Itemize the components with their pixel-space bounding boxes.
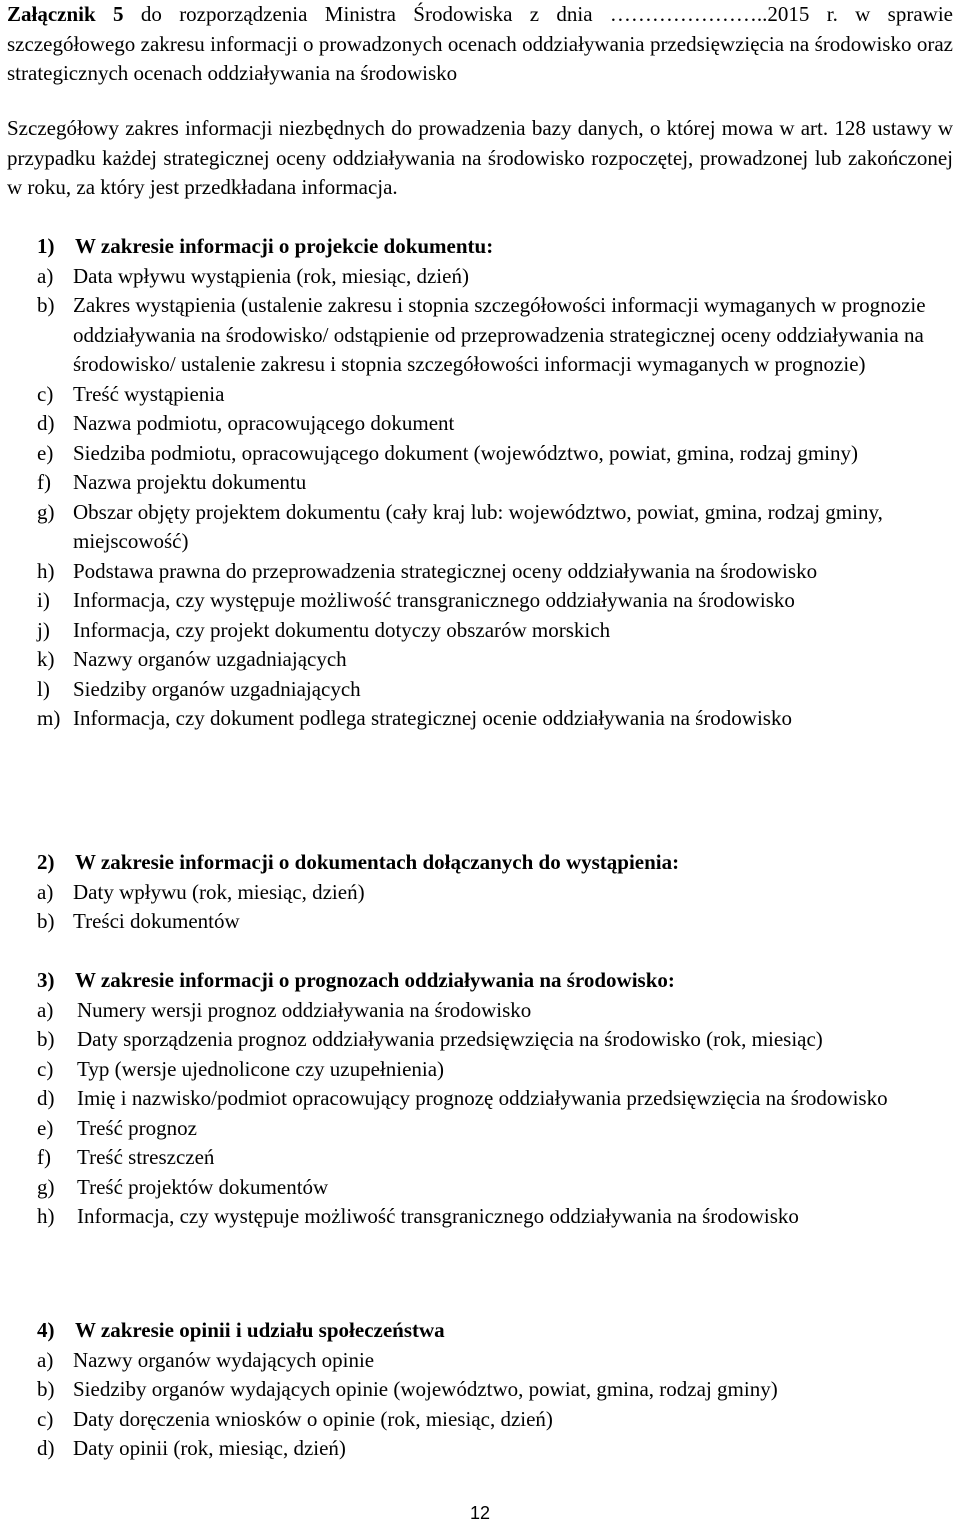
- list-item: [37, 1173, 953, 1203]
- item-letter: b): [37, 909, 55, 933]
- list-item: [37, 439, 953, 469]
- section-3: [37, 966, 953, 1232]
- list-item: [37, 409, 953, 439]
- item-text: Nazwa projektu dokumentu: [73, 470, 307, 494]
- item-letter: i): [37, 588, 50, 612]
- item-letter: a): [37, 263, 54, 288]
- list-item: [37, 645, 953, 675]
- section-number: 1): [37, 234, 55, 258]
- list-item: [37, 1375, 953, 1405]
- page-number: 12: [469, 1503, 491, 1523]
- item-letter: d): [37, 411, 55, 435]
- list-item: [37, 498, 953, 557]
- list-item: [37, 996, 953, 1026]
- list-item: [37, 1202, 953, 1232]
- list-item: [37, 291, 953, 380]
- item-text: Daty doręczenia wniosków o opinie (rok, miesiąc, dzień): [73, 1406, 553, 1431]
- section-title: [37, 848, 953, 878]
- item-letter: e): [37, 440, 54, 465]
- item-letter: g): [37, 499, 55, 524]
- item-text: Treść prognoz: [77, 1115, 197, 1140]
- list-item: [37, 878, 953, 908]
- list-item: [37, 380, 953, 410]
- list-item: [37, 1346, 953, 1376]
- item-text: Obszar objęty projektem dokumentu (cały kraj lub: województwo, powiat, gmina, rodzaj gminy, miejscowość): [73, 499, 883, 553]
- item-letter: f): [37, 470, 51, 494]
- item-text: Treść wystąpienia: [73, 381, 225, 406]
- item-text: Siedziby organów wydających opinie (województwo, powiat, gmina, rodzaj gminy): [73, 1377, 778, 1401]
- list-item: [37, 1114, 953, 1144]
- item-letter: a): [37, 879, 54, 904]
- section-title: [37, 1316, 953, 1346]
- document-heading: [7, 0, 953, 89]
- section-4: [37, 1316, 953, 1464]
- item-letter: c): [37, 1406, 54, 1431]
- item-letter: b): [37, 1377, 55, 1401]
- item-letter: d): [37, 1086, 55, 1110]
- item-text: Zakres wystąpienia (ustalenie zakresu i stopnia szczegółowości informacji wymaganych w prognozie oddziaływania na środowisko/ odstąpienie od przeprowadzenia strategicznej oceny oddziaływania na środowisko/ ustalenie zakresu i stopnia szczegółowości informacji wymaganych w prognozie): [73, 293, 926, 376]
- item-text: Informacja, czy projekt dokumentu dotyczy obszarów morskich: [73, 617, 611, 642]
- list-item: [37, 1434, 953, 1464]
- item-text: Treści dokumentów: [73, 909, 240, 933]
- item-text: Nazwa podmiotu, opracowującego dokument: [73, 411, 455, 435]
- item-text: Daty sporządzenia prognoz oddziaływania przedsięwzięcia na środowisko (rok, miesiąc): [77, 1027, 823, 1051]
- section-heading: W zakresie opinii i udziału społeczeństwa: [75, 1318, 445, 1342]
- item-text: Nazwy organów uzgadniających: [73, 647, 347, 671]
- item-letter: g): [37, 1174, 55, 1199]
- section-heading: W zakresie informacji o dokumentach dołączanych do wystąpienia:: [75, 850, 680, 874]
- list-item: [37, 1025, 953, 1055]
- item-text: Informacja, czy dokument podlega strategicznej ocenie oddziaływania na środowisko: [73, 706, 792, 730]
- section-number: 2): [37, 850, 55, 874]
- item-text: Siedziba podmiotu, opracowującego dokument (województwo, powiat, gmina, rodzaj gminy): [73, 440, 858, 465]
- item-text: Siedziby organów uzgadniających: [73, 676, 361, 701]
- list-item: [37, 1405, 953, 1435]
- item-letter: f): [37, 1145, 51, 1169]
- section-title: [37, 232, 953, 262]
- item-letter: h): [37, 558, 55, 583]
- item-letter: d): [37, 1436, 55, 1460]
- item-letter: h): [37, 1204, 55, 1228]
- item-text: Imię i nazwisko/podmiot opracowujący prognozę oddziaływania przedsięwzięcia na środowisko: [77, 1086, 888, 1110]
- item-letter: b): [37, 293, 55, 317]
- item-text: Podstawa prawna do przeprowadzenia strategicznej oceny oddziaływania na środowisko: [73, 558, 818, 583]
- section-number: 4): [37, 1318, 55, 1342]
- section-heading: W zakresie informacji o prognozach oddziaływania na środowisko:: [75, 968, 675, 992]
- item-letter: k): [37, 647, 55, 671]
- section-1: [37, 232, 953, 734]
- list-item: [37, 468, 953, 498]
- list-item: [37, 704, 953, 734]
- annex-description: do rozporządzenia Ministra Środowiska z dnia …………………..2015 r. w sprawie szczegółowego zakresu informacji o prowadzonych ocenach oddziaływania przedsięwzięcia na środowisko oraz strategicznych ocenach oddziaływania na środowisko: [7, 2, 953, 85]
- item-letter: b): [37, 1027, 55, 1051]
- item-text: Treść streszczeń: [77, 1145, 215, 1169]
- item-text: Informacja, czy występuje możliwość transgranicznego oddziaływania na środowisko: [73, 588, 795, 612]
- list-item: [37, 557, 953, 587]
- list-item: [37, 1055, 953, 1085]
- list-item: [37, 1143, 953, 1173]
- list-item: [37, 586, 953, 616]
- item-text: Numery wersji prognoz oddziaływania na środowisko: [77, 997, 532, 1022]
- item-text: Typ (wersje ujednolicone czy uzupełnienia): [77, 1056, 445, 1081]
- list-item: [37, 616, 953, 646]
- list-item: [37, 907, 953, 937]
- item-letter: j): [37, 617, 50, 642]
- item-text: Daty opinii (rok, miesiąc, dzień): [73, 1436, 346, 1460]
- intro-paragraph: Szczegółowy zakres informacji niezbędnych do prowadzenia bazy danych, o której mowa w art. 128 ustawy w przypadku każdej strategicznej oceny oddziaływania na środowisko rozpoczętej, prowadzonej lub zakończonej w roku, za który jest przedkładana informacja.: [7, 116, 953, 199]
- item-letter: l): [37, 676, 50, 701]
- section-2: [37, 848, 953, 937]
- item-letter: a): [37, 1347, 54, 1372]
- list-item: [37, 1084, 953, 1114]
- item-letter: e): [37, 1115, 54, 1140]
- item-text: Treść projektów dokumentów: [77, 1174, 329, 1199]
- section-number: 3): [37, 968, 55, 992]
- list-item: [37, 675, 953, 705]
- item-letter: c): [37, 381, 54, 406]
- item-letter: m): [37, 706, 61, 730]
- item-letter: c): [37, 1056, 54, 1081]
- list-item: [37, 262, 953, 292]
- item-text: Informacja, czy występuje możliwość transgranicznego oddziaływania na środowisko: [77, 1204, 799, 1228]
- item-text: Daty wpływu (rok, miesiąc, dzień): [73, 879, 365, 904]
- annex-title: Załącznik 5: [7, 2, 124, 26]
- section-title: [37, 966, 953, 996]
- section-heading: W zakresie informacji o projekcie dokumentu:: [75, 234, 494, 258]
- item-text: Data wpływu wystąpienia (rok, miesiąc, dzień): [73, 263, 469, 288]
- item-letter: a): [37, 997, 54, 1022]
- item-text: Nazwy organów wydających opinie: [73, 1347, 375, 1372]
